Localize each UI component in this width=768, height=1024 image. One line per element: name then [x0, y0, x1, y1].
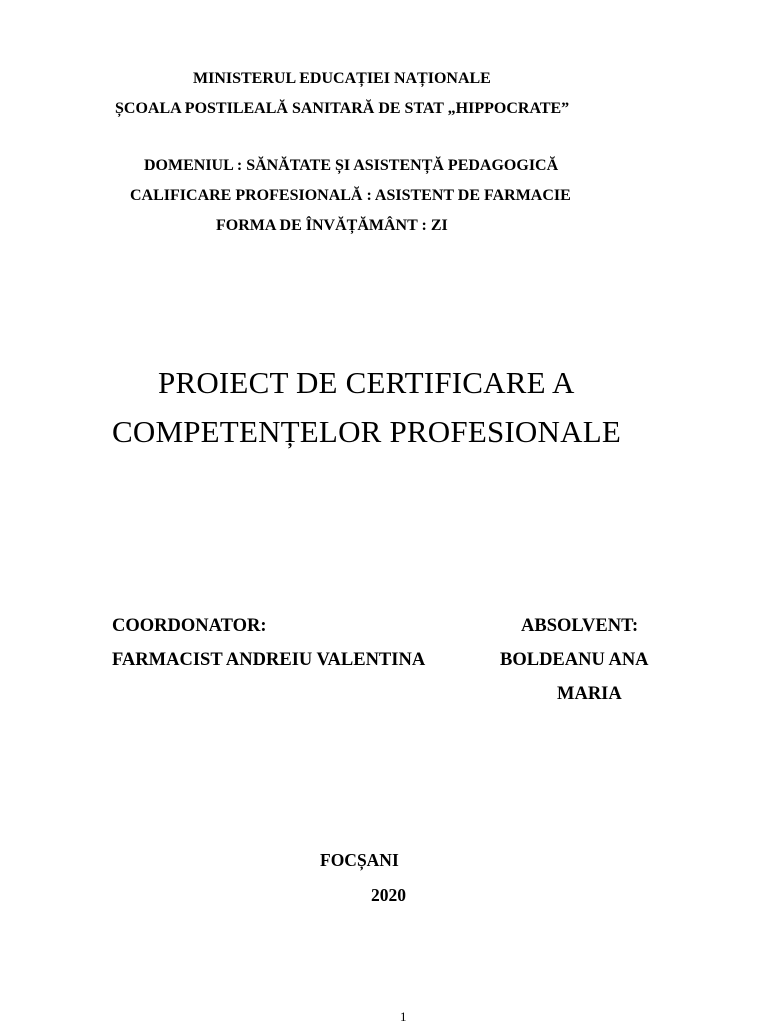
page-number: 1	[400, 1009, 407, 1024]
coordinator-name: FARMACIST ANDREIU VALENTINA	[112, 650, 426, 670]
graduate-label: ABSOLVENT:	[521, 616, 639, 636]
graduate-name-line-2: MARIA	[557, 684, 622, 704]
study-form-line: FORMA DE ÎNVĂȚĂMÂNT : ZI	[216, 217, 448, 234]
ministry-name: MINISTERUL EDUCAȚIEI NAȚIONALE	[193, 70, 491, 87]
title-line-1: PROIECT DE CERTIFICARE A	[158, 365, 575, 400]
school-name: ȘCOALA POSTILEALĂ SANITARĂ DE STAT „HIPPOCRATE”	[115, 100, 570, 117]
coordinator-label: COORDONATOR:	[112, 616, 267, 636]
domain-line: DOMENIUL : SĂNĂTATE ȘI ASISTENȚĂ PEDAGOGICĂ	[144, 157, 559, 174]
title-line-2: COMPETENȚELOR PROFESIONALE	[112, 414, 621, 449]
qualification-line: CALIFICARE PROFESIONALĂ : ASISTENT DE FARMACIE	[130, 187, 571, 204]
graduate-name-line-1: BOLDEANU ANA	[500, 650, 649, 670]
city-name: FOCȘANI	[320, 850, 399, 870]
year: 2020	[371, 885, 406, 905]
